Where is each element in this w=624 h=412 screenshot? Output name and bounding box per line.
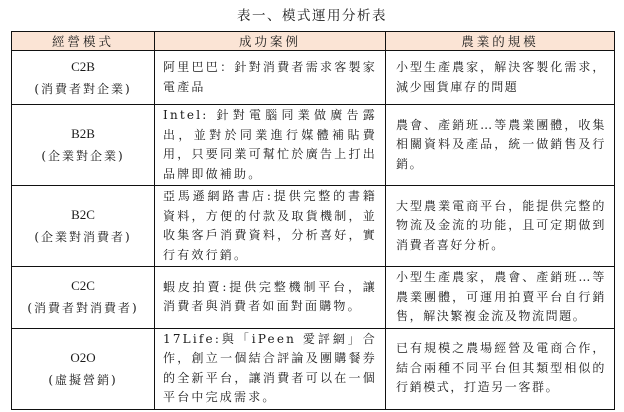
agri-scale-cell: 農會、產銷班…等農業團體，收集相關資料及產品，統一做銷售及行銷。 xyxy=(386,105,615,186)
model-name: (虛擬營銷) xyxy=(48,372,118,387)
agri-scale-cell: 小型生產農家，農會、產銷班…等農業團體，可運用拍賣平台自行銷售，解決繁複金流及物流問題。 xyxy=(386,267,615,329)
model-name: (企業對消費者) xyxy=(34,230,132,244)
model-name: (企業對企業) xyxy=(41,149,125,163)
header-agri-scale: 農業的規模 xyxy=(386,32,615,51)
table-row xyxy=(12,328,615,409)
table-row xyxy=(12,105,615,186)
table-row xyxy=(12,186,615,267)
header-success-case: 成功案例 xyxy=(155,32,386,51)
agri-scale-cell: 大型農業電商平台，能提供完整的物流及金流的功能，且可定期做到消費者喜好分析。 xyxy=(386,186,615,267)
case-cell: 阿里巴巴：針對消費者需求客製家電產品 xyxy=(155,51,386,105)
model-name: (消費者對消費者) xyxy=(27,301,139,316)
model-cell xyxy=(12,267,155,329)
case-cell: 蝦皮拍賣:提供完整機制平台，讓消費者與消費者如面對面購物。 xyxy=(155,267,386,329)
model-code: O2O xyxy=(70,349,96,365)
model-code: B2C xyxy=(71,207,95,222)
model-cell xyxy=(12,105,155,186)
model-code: C2C xyxy=(71,278,95,294)
model-code: B2B xyxy=(71,126,95,141)
header-row xyxy=(12,32,615,51)
case-cell: Intel: 針對電腦同業做廣告露出，並對於同業進行媒體補貼費用，只要同業可幫忙於廣告上打出品牌即做補助。 xyxy=(155,105,386,186)
agri-scale-cell: 小型生產農家，解決客製化需求，減少囤貨庫存的問題 xyxy=(386,51,615,105)
model-name: (消費者對企業) xyxy=(34,81,132,96)
model-cell xyxy=(12,186,155,267)
model-cell xyxy=(12,328,155,409)
table-title: 表一、模式運用分析表 xyxy=(237,8,387,24)
header-business-model: 經營模式 xyxy=(12,32,155,51)
table-row xyxy=(12,51,615,105)
case-cell: 亞馬遜網路書店:提供完整的書籍資料，方便的付款及取貨機制，並收集客戶消費資料，分析喜好，實行有效行銷。 xyxy=(155,186,386,267)
case-cell: 17Life:與「iPeen 愛評網」合作，創立一個結合評論及團購餐券的全新平台，讓消費者可以在一個平台中完成需求。 xyxy=(155,328,386,409)
mode-analysis-table xyxy=(11,31,615,410)
table-row xyxy=(12,267,615,329)
model-code: C2B xyxy=(71,58,95,74)
model-cell xyxy=(12,51,155,105)
agri-scale-cell: 已有規模之農場經營及電商合作，結合兩種不同平台但其類型相似的行銷模式，打造另一客群。 xyxy=(386,328,615,409)
